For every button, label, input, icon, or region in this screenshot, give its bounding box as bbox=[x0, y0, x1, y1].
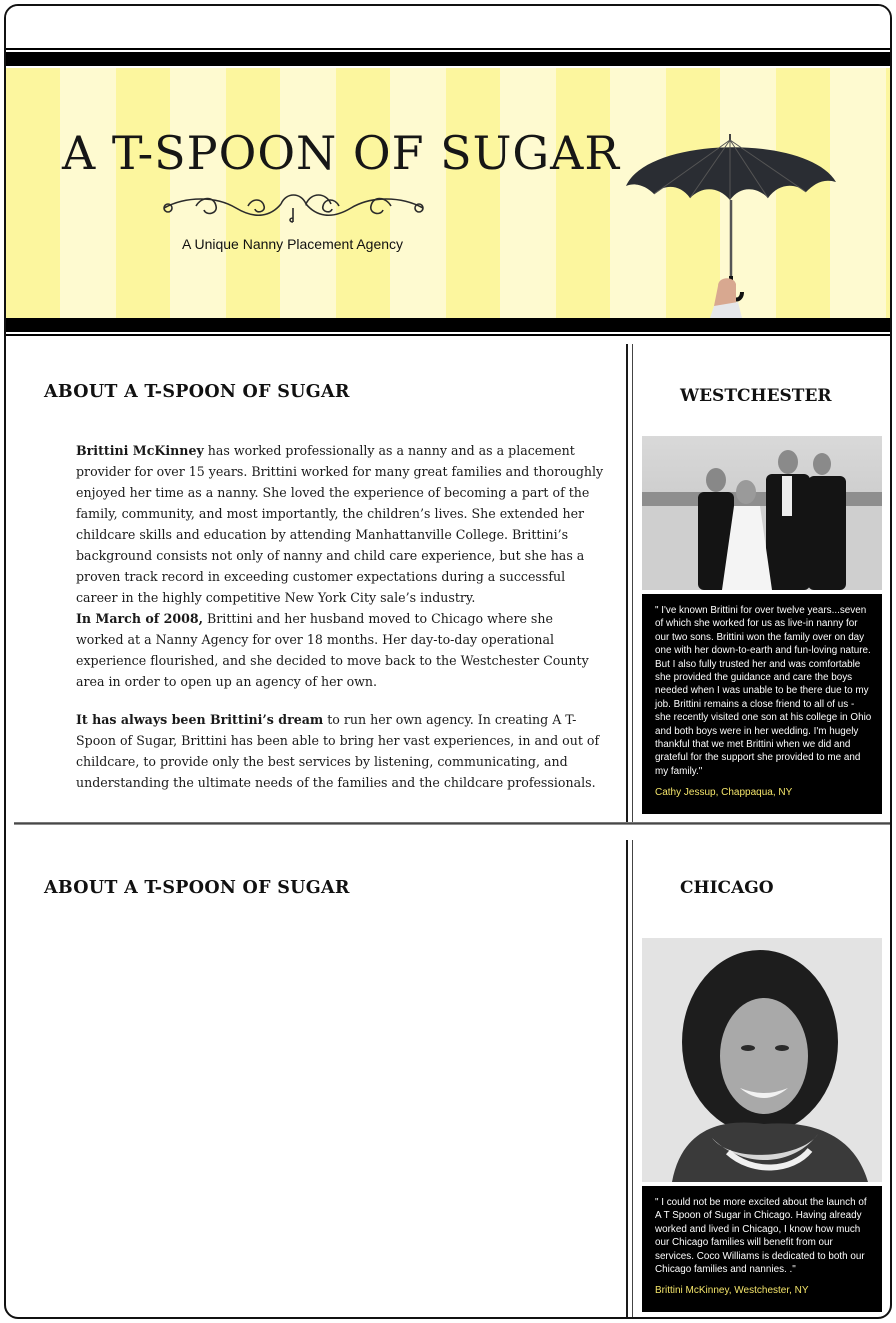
flourish-ornament bbox=[156, 186, 431, 226]
column-rule-2 bbox=[626, 840, 628, 1319]
chicago-quote-author: Brittini McKinney, Westchester, NY bbox=[655, 1285, 809, 1297]
wedding-group-photo bbox=[642, 436, 882, 590]
tagline: A Unique Nanny Placement Agency bbox=[182, 236, 404, 252]
header-banner bbox=[6, 68, 890, 318]
about-paragraph-1-text: has worked professionally as a nanny and as a placement provider for over 15 years. Brittini worked for many great families and thoroughly enjoyed her time as a nanny. She loved the experience of becoming a part of the family, community, and most importantly, the children’s lives. She extended her childcare skills and education by attending Manhattanville College. Brittini’s background consists not only of nanny and child care experience, but she has a proven track record in exceeding customer expectations during a successful career in the highly competitive New York City sale’s industry. bbox=[76, 443, 604, 605]
header-rule-thick bbox=[6, 52, 890, 66]
chicago-quote-text: " I could not be more excited about the launch of A T Spoon of Sugar in Chicago. Having already worked and lived in Chicago, I know how much our Chicago families will benefit from our services. Coco Williams is dedicated to both our Chicago families and nannies. ." bbox=[655, 1197, 867, 1276]
portrait-photo bbox=[642, 938, 882, 1182]
about-paragraph-3-text: to run her own agency. In creating A T-Spoon of Sugar, Brittini has been able to bring her vast experiences, in and out of childcare, to provide only the best services by listening, communicating, and understanding the ultimate needs of the families and the childcare professionals. bbox=[76, 712, 600, 790]
page-frame bbox=[4, 4, 892, 1319]
banner-rule-thick bbox=[6, 318, 890, 332]
westchester-title: WESTCHESTER bbox=[680, 386, 832, 406]
top-strip bbox=[6, 6, 890, 46]
column-rule bbox=[626, 344, 628, 822]
chicago-section bbox=[6, 828, 890, 1319]
about-paragraph-1-lead: Brittini McKinney bbox=[76, 443, 204, 458]
westchester-quote-author: Cathy Jessup, Chappaqua, NY bbox=[655, 787, 793, 799]
about-paragraph-3-lead: It has always been Brittini’s dream bbox=[76, 712, 324, 727]
about-paragraph-3 bbox=[76, 709, 604, 793]
about-column bbox=[6, 336, 624, 822]
chicago-testimonial bbox=[642, 1186, 882, 1312]
section-divider bbox=[14, 822, 890, 825]
about-heading: ABOUT A T-SPOON OF SUGAR bbox=[44, 382, 350, 402]
westchester-quote-text: " I've known Brittini for over twelve years...seven of which she worked for us as live-in nanny for our two sons. Brittini won the family over on day one with her down-to-earth and fun-loving nature. But I also fully trusted her and was comfortable she provided the guidance and care the boys needed when I was unable to be there due to my job. Brittini remains a close friend to all of us - she recently visited one son at his college in Ohio and both boys were in her wedding. I'm hugely thankful that we met Brittini when we did and grateful for the support she provided to me and my family." bbox=[655, 605, 872, 777]
column-rule-2-inner bbox=[632, 840, 633, 1319]
about-paragraph-2-text: Brittini and her husband moved to Chicago where she worked at a Nanny Agency for over 18 months. Her day-to-day operational experience flourished, and she decided to move back to the Westchester County area in order to open up an agency of her own. bbox=[76, 611, 589, 689]
chicago-title: CHICAGO bbox=[680, 878, 774, 898]
site-title: A T-SPOON OF SUGAR bbox=[62, 126, 621, 180]
about-paragraph-1 bbox=[76, 440, 604, 608]
header-rule-thin bbox=[6, 48, 890, 50]
column-rule-inner bbox=[632, 344, 633, 822]
about-paragraph-2-lead: In March of 2008, bbox=[76, 611, 204, 626]
about-paragraph-2 bbox=[76, 608, 604, 692]
westchester-testimonial bbox=[642, 594, 882, 814]
westchester-section bbox=[6, 336, 890, 822]
about-chicago-heading: ABOUT A T-SPOON OF SUGAR bbox=[44, 878, 350, 898]
about-chicago-column bbox=[6, 828, 624, 1319]
umbrella-illustration bbox=[618, 126, 840, 318]
